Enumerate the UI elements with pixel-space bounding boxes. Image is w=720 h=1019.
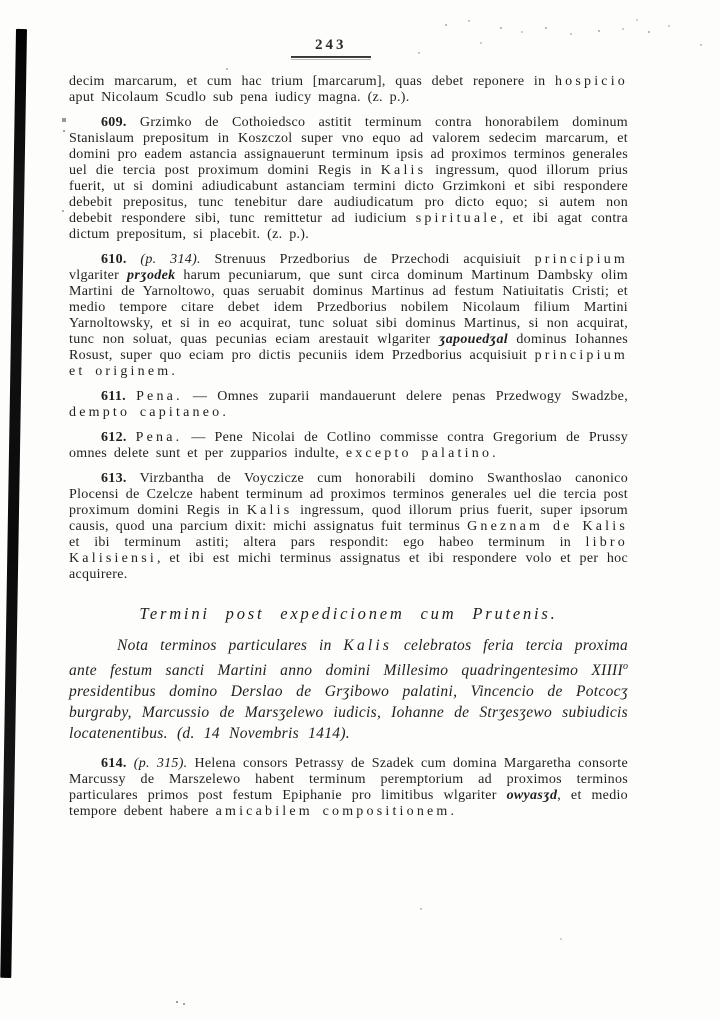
text-segment: hospicio	[554, 74, 628, 89]
text-segment: , et ibi est michi terminus assignatus et ibi respondere volo et per hoc acquirere.	[69, 551, 628, 582]
text-segment	[127, 430, 136, 445]
binding-shadow-bar	[0, 29, 27, 978]
scan-noise-speckles	[0, 0, 2, 2]
text-segment	[127, 252, 141, 267]
text-segment: 609.	[101, 115, 127, 130]
text-column	[69, 74, 628, 820]
text-segment: spirituale	[415, 211, 500, 226]
text-segment: ingressum, quod illorum prius fuerit, super ipsorum causis, quod una parcium dixit: michi assignatus fuit terminus	[69, 503, 628, 534]
paragraph-continuation	[69, 74, 628, 106]
text-segment: Helena consors Petrassy de Szadek cum domina Margaretha consorte Marcussy de Marszelewo habent terminum peremptorium ad proximos terminos particulares primos post festum Epiphanie pro limitibus wlgariter	[69, 756, 628, 804]
text-segment: presidentibus domino Derslao de Grʒibowo palatini, Vincencio de Potcocʒ burgraby, Marcussio de Marsʒelewo iudicis, Iohanne de Strʒesʒewo subiudicis locatenentibus. (d. 14 Novembris 1414).	[69, 683, 628, 743]
page-number: 243	[315, 37, 347, 53]
text-segment: 610.	[101, 252, 127, 267]
text-segment: Grzimko de Cothoiedsco astitit terminum contra honorabilem dominum Stanislaum prepositum in Koszczol super vno equo ad valorem sedecim marcarum, et domini pro eadem astancia assignauerunt terminum ipsis ad proximos terminos generales uel die tercia post proximum domini Regis in	[69, 115, 628, 178]
text-segment: et ibi terminum astiti; altera pars respondit: ego habeo terminum in	[69, 535, 586, 550]
text-segment: — Pene Nicolai de Cotlino commisse contra Gregorium de Prussy omnes delete sunt et per zupparios indulte,	[69, 430, 628, 461]
paragraph-612	[69, 430, 628, 462]
text-segment: owyasʒd	[506, 788, 558, 804]
text-segment: celebratos feria tercia proxima ante festum sancti Martini anno domini Millesimo quadringentesimo XIIII	[69, 637, 628, 680]
text-segment: Strenuus Przedborius de Przechodi acquisiuit	[200, 252, 535, 267]
text-segment: amicabilem compositionem.	[215, 804, 458, 820]
text-segment	[127, 756, 134, 771]
paragraph-609	[69, 115, 628, 243]
text-segment: ingressum, quod illorum prius fuerit, ut si domini adiudicabunt astanciam termini dicto Grzimkoni et sibi respondere debebit prepositus, tunc tenebitur dare audiudicatum pro dicto equo; si autem non debebit respondere sibi, tunc remittetur ad iudicium	[69, 163, 628, 226]
text-segment: Pena.	[135, 430, 183, 445]
section-heading	[69, 603, 628, 625]
paragraph-611	[69, 389, 628, 421]
text-segment: 611.	[101, 389, 126, 404]
text-segment: o	[622, 661, 628, 672]
text-segment: (p. 314).	[140, 252, 201, 267]
text-segment: (p. 315).	[133, 756, 188, 772]
text-segment: principium	[534, 252, 628, 267]
text-segment: , et ibi agat contra dictum prepositum, si placebit. (z. p.).	[69, 211, 628, 242]
text-segment: dominus Iohannes Rosust, super quo eciam pro dictis pecuniis idem Przedborius acquisiuit	[69, 332, 628, 363]
text-segment: Kalis	[380, 163, 427, 178]
text-segment: Kalis	[246, 503, 293, 518]
text-segment: dempto capitaneo.	[69, 405, 230, 420]
text-segment	[126, 389, 136, 404]
paragraph-613	[69, 471, 628, 583]
text-segment: Kalis	[343, 637, 393, 654]
paragraph-nota	[69, 635, 628, 744]
text-segment: Gneznam de Kalis	[467, 519, 629, 534]
paragraph-610	[69, 252, 628, 380]
text-segment: 613.	[101, 471, 127, 486]
text-segment: aput Nicolaum Scudlo sub pena iudicy magna. (z. p.).	[69, 90, 410, 105]
text-segment: 614.	[101, 756, 127, 772]
text-segment: Termini post expedicionem cum Prutenis.	[139, 604, 558, 623]
text-segment: libro Kalisiensi	[69, 535, 628, 566]
text-segment: ʒapouedʒal	[438, 332, 508, 347]
text-segment: decim marcarum, et cum hac trium [marcarum], quas debet reponere in	[69, 74, 555, 89]
paragraph-614	[69, 756, 628, 820]
text-segment: Pena.	[136, 389, 183, 404]
text-segment: excepto palatino.	[345, 446, 499, 461]
text-segment: principium et originem.	[69, 348, 628, 379]
page-number-underline	[291, 57, 371, 58]
text-segment: — Omnes zuparii mandauerunt delere penas Przedwogy Swadzbe,	[182, 389, 628, 404]
text-segment: Virzbantha de Voyczicze cum honorabili domino Swanthoslao canonico Plocensi de Czelcze habent terminum ad proximos terminos generales uel die tercia post proximum domini Regis in	[69, 471, 628, 518]
text-segment: harum pecuniarum, que sunt circa dominum Martinum Dambsky olim Martini de Yarnoltowo, quas seruabit dominus Martinus ad festum Natiuitatis Cristi; et medio tempore citare debet idem Przedborius nobilem Nicolaum filium Martini Yarnoltowsky, et si in eo acquirat, tunc soluat sibi dominus Martinus, si non acquirat, tunc non soluat, quas pecunias eciam arestauit wlgariter	[69, 268, 628, 347]
text-segment: , et medio tempore debent habere	[69, 788, 628, 820]
text-segment: vlgariter	[69, 268, 128, 283]
text-segment: prʒodek	[127, 268, 176, 283]
text-segment: Nota terminos particulares in	[117, 637, 344, 654]
text-segment: 612.	[101, 430, 127, 445]
